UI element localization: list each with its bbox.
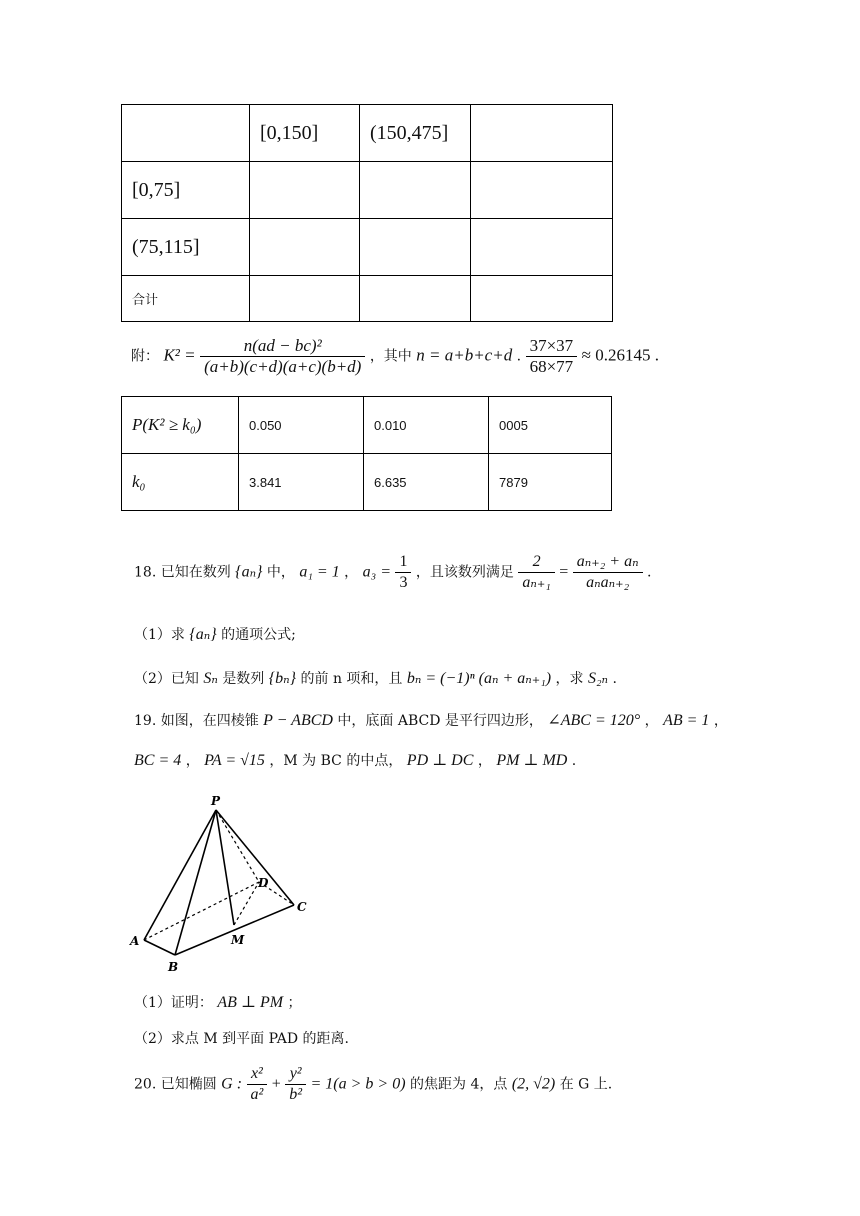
q19-comma: ， bbox=[713, 713, 728, 729]
q18-text: 中， bbox=[266, 564, 295, 581]
q19-p1-end: ； bbox=[287, 995, 302, 1011]
table-cell: 合计 bbox=[122, 276, 250, 322]
critical-value-table bbox=[121, 396, 612, 511]
q19-angle: ∠ABC = 120° bbox=[547, 712, 641, 729]
q19-comma: ， bbox=[477, 753, 492, 769]
edge-pc bbox=[216, 810, 294, 905]
q19-pyramid: P − ABCD bbox=[263, 712, 333, 729]
q20-x2: x² bbox=[247, 1064, 268, 1085]
table-cell: 3.841 bbox=[239, 454, 364, 511]
table-row bbox=[122, 454, 612, 511]
table-cell bbox=[471, 276, 613, 322]
table-cell: (75,115] bbox=[122, 219, 250, 276]
q18-a1: a₁ = 1 bbox=[299, 563, 340, 581]
k2-numerator: n(ad − bc)² bbox=[200, 336, 365, 357]
n-definition: n = a+b+c+d bbox=[416, 345, 513, 365]
note-prefix: 附： bbox=[131, 348, 159, 365]
q19-text: 中，底面 ABCD 是平行四边形， bbox=[337, 713, 543, 729]
q19-part-2: （2）求点 M 到平面 PAD 的距离. bbox=[134, 1031, 349, 1047]
q18-a3-denominator: 3 bbox=[399, 574, 408, 591]
table-row bbox=[122, 162, 613, 219]
edge-ad bbox=[144, 882, 259, 940]
edge-pm bbox=[216, 810, 234, 925]
q20-a2: a² bbox=[250, 1086, 264, 1103]
approx-numerator: 37×37 bbox=[526, 336, 578, 357]
q18-intro: 18. 已知在数列 bbox=[134, 564, 231, 581]
table-row bbox=[122, 219, 613, 276]
contingency-table bbox=[121, 104, 613, 322]
table-cell bbox=[471, 105, 613, 162]
table-cell bbox=[471, 219, 613, 276]
q18-p2-text: ，求 bbox=[555, 671, 584, 687]
q18-p2-bseq: {bₙ} bbox=[268, 670, 297, 687]
edge-pd bbox=[216, 810, 259, 882]
table-cell: 0.050 bbox=[239, 397, 364, 454]
label-c: C bbox=[297, 900, 307, 914]
q20-point: (2, √2) bbox=[511, 1075, 556, 1093]
edge-bc bbox=[175, 905, 294, 955]
q19-comma: ， bbox=[644, 713, 659, 729]
q18-comma: ， bbox=[344, 564, 359, 581]
q18-p2-text: 是数列 bbox=[222, 671, 265, 687]
q19-part-1 bbox=[134, 992, 302, 1012]
q18-rhs-denominator: aₙaₙ₊₂ bbox=[586, 574, 630, 591]
q20-equation-rest: = 1(a > b > 0) bbox=[310, 1075, 406, 1093]
table-row bbox=[122, 105, 613, 162]
label-p: P bbox=[211, 794, 221, 808]
table-cell bbox=[360, 276, 471, 322]
table-cell: 0005 bbox=[489, 397, 612, 454]
table-cell: (150,475] bbox=[360, 105, 471, 162]
q18-lhs-numerator: 2 bbox=[518, 552, 555, 573]
q18-p2-sn: Sₙ bbox=[203, 670, 218, 687]
table-row bbox=[122, 397, 612, 454]
table-cell bbox=[360, 162, 471, 219]
q18-lhs-fraction bbox=[518, 552, 555, 593]
q18-end: . bbox=[647, 564, 652, 581]
q18-a3-numerator: 1 bbox=[395, 552, 411, 573]
k2-fraction bbox=[200, 336, 365, 377]
q18-a3-fraction bbox=[395, 552, 411, 593]
q20-text: 的焦距为 4，点 bbox=[410, 1076, 508, 1093]
approx-value: ≈ 0.26145 . bbox=[581, 345, 659, 365]
table-cell bbox=[471, 162, 613, 219]
q20-x-fraction bbox=[247, 1064, 268, 1105]
q18-p2-end: . bbox=[612, 671, 617, 687]
edge-pb bbox=[175, 810, 216, 955]
table-cell: [0,75] bbox=[122, 162, 250, 219]
q18-rhs-numerator: aₙ₊₂ + aₙ bbox=[573, 552, 643, 573]
q18-a3-lhs: a₃ = bbox=[362, 563, 391, 581]
table-row bbox=[122, 276, 613, 322]
note-where: ，其中 bbox=[369, 348, 412, 365]
approx-denominator: 68×77 bbox=[529, 357, 574, 376]
approx-fraction bbox=[526, 336, 578, 377]
q19-bc: BC = 4 bbox=[134, 752, 182, 769]
q18-p2-label: （2）已知 bbox=[134, 671, 199, 687]
table-cell bbox=[122, 105, 250, 162]
q19-pa: PA = √15 bbox=[204, 752, 265, 769]
table-cell bbox=[250, 219, 360, 276]
q20-end: 在 G 上. bbox=[559, 1076, 613, 1093]
table-cell bbox=[250, 276, 360, 322]
q18-sequence: {aₙ} bbox=[235, 563, 263, 581]
q20-plus: + bbox=[271, 1075, 281, 1093]
q18-condition: ，且该数列满足 bbox=[415, 564, 514, 581]
table-cell: P(K² ≥ k₀) bbox=[122, 397, 239, 454]
q19-p1-label: （1）证明： bbox=[134, 995, 213, 1011]
question-18 bbox=[134, 552, 651, 593]
k2-lhs: K² = bbox=[163, 345, 196, 365]
table-cell bbox=[250, 162, 360, 219]
question-19-line-2 bbox=[134, 750, 576, 770]
q18-p1-sequence: {aₙ} bbox=[189, 626, 217, 643]
edge-pa bbox=[144, 810, 216, 940]
q19-ab: AB = 1 bbox=[663, 712, 710, 729]
q19-pd: PD ⊥ DC bbox=[406, 752, 474, 769]
q18-lhs-denominator: aₙ₊₁ bbox=[522, 574, 551, 591]
q20-intro: 20. 已知椭圆 bbox=[134, 1076, 217, 1093]
q18-p2-bn: bₙ = (−1)ⁿ (aₙ + aₙ₊₁) bbox=[406, 670, 552, 687]
edge-ab bbox=[144, 940, 175, 955]
q19-pm: PM ⊥ MD bbox=[496, 752, 568, 769]
q18-equals: = bbox=[559, 563, 569, 581]
q18-p1-text: 的通项公式; bbox=[221, 627, 296, 643]
label-m: M bbox=[231, 933, 245, 947]
k2-denominator: (a+b)(c+d)(a+c)(b+d) bbox=[204, 357, 362, 376]
q20-y2: y² bbox=[285, 1064, 306, 1085]
q18-rhs-fraction bbox=[573, 552, 643, 593]
q19-comma: ， bbox=[185, 753, 200, 769]
table-cell: [0,150] bbox=[250, 105, 360, 162]
q19-intro: 19. 如图，在四棱锥 bbox=[134, 713, 259, 729]
q20-y-fraction bbox=[285, 1064, 306, 1105]
formula-note bbox=[131, 336, 659, 377]
q19-p1-math: AB ⊥ PM bbox=[217, 994, 284, 1011]
table-cell bbox=[360, 219, 471, 276]
table-cell: 0.010 bbox=[364, 397, 489, 454]
label-d: D bbox=[258, 876, 269, 890]
q18-p2-text: 的前 n 项和，且 bbox=[300, 671, 403, 687]
q19-text: ，M 为 BC 的中点， bbox=[269, 753, 403, 769]
table-cell: 7879 bbox=[489, 454, 612, 511]
pyramid-figure bbox=[125, 792, 315, 978]
q18-part-1 bbox=[134, 624, 296, 644]
q20-ellipse-name: G : bbox=[221, 1075, 243, 1093]
question-19 bbox=[134, 710, 728, 730]
q20-b2: b² bbox=[289, 1086, 303, 1103]
table-cell: k₀ bbox=[122, 454, 239, 511]
q18-part-2 bbox=[134, 668, 617, 688]
table-cell: 6.635 bbox=[364, 454, 489, 511]
note-dot: . bbox=[516, 348, 522, 365]
label-b: B bbox=[168, 960, 179, 974]
label-a: A bbox=[130, 934, 140, 948]
q19-end: . bbox=[571, 753, 577, 769]
q18-p1-label: （1）求 bbox=[134, 627, 185, 643]
question-20 bbox=[134, 1064, 612, 1105]
q18-p2-s2n: S₂ₙ bbox=[587, 670, 609, 687]
